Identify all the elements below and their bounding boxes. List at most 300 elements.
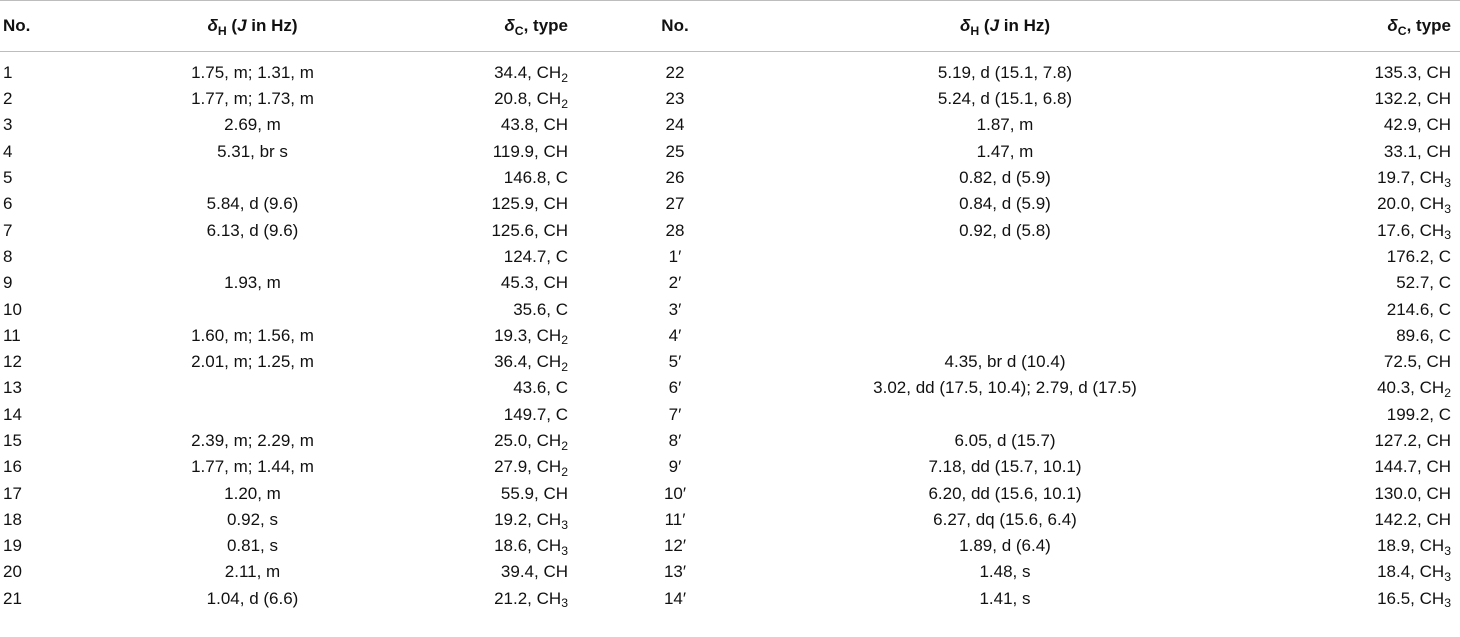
header-delta-h-2	[780, 1, 1230, 52]
cell-delta-c-2	[1230, 165, 1460, 191]
cell-delta-h	[120, 533, 385, 559]
cell-delta-h-2	[780, 139, 1230, 165]
cell-delta-c-value: 43.8, CH	[500, 115, 568, 135]
cell-delta-h-2	[780, 270, 1230, 296]
cell-delta-h-2	[780, 244, 1230, 270]
cell-no-2-value: 2′	[668, 273, 682, 293]
cell-delta-h-2-value: 1.48, s	[979, 562, 1031, 582]
cell-delta-c-subscript: 3	[561, 517, 568, 532]
cell-delta-h-2-value: 0.84, d (5.9)	[959, 194, 1051, 214]
cell-delta-h-value: 1.77, m; 1.73, m	[191, 89, 314, 109]
cell-delta-h-value: 0.92, s	[226, 509, 279, 529]
cell-delta-c-2-subscript: 3	[1444, 570, 1451, 585]
cell-no	[0, 349, 120, 375]
table-row	[0, 244, 1460, 270]
cell-delta-h	[120, 454, 385, 480]
cell-delta-c-value: 36.4, CH	[494, 352, 562, 372]
cell-delta-c	[385, 270, 570, 296]
cell-delta-h-value: 1.93, m	[224, 273, 281, 293]
cell-no-value: 8	[3, 246, 13, 266]
cell-no-2	[570, 454, 780, 480]
cell-delta-c	[385, 533, 570, 559]
table-row	[0, 480, 1460, 506]
cell-delta-h-2	[780, 349, 1230, 375]
cell-no-2-value: 8′	[668, 431, 682, 450]
cell-delta-c-value: 34.4, CH	[494, 63, 562, 82]
cell-delta-c-value: 119.9, CH	[492, 141, 568, 161]
table-row	[0, 86, 1460, 112]
cell-delta-c-2	[1230, 270, 1460, 296]
table-row	[0, 139, 1460, 165]
cell-delta-h-2	[780, 428, 1230, 454]
header-delta-c-rest: , type	[523, 16, 568, 35]
cell-delta-c-subscript: 2	[561, 333, 568, 348]
cell-delta-h-2	[780, 402, 1230, 428]
cell-delta-h	[120, 112, 385, 138]
cell-no	[0, 244, 120, 270]
table-row	[0, 507, 1460, 533]
cell-delta-c-value: 39.4, CH	[500, 562, 568, 582]
cell-delta-c-2-value: 89.6, C	[1396, 325, 1451, 345]
cell-delta-c-value: 20.8, CH	[494, 89, 562, 109]
cell-no-2-value: 1′	[668, 246, 682, 266]
cell-no-2	[570, 112, 780, 138]
cell-delta-h-2	[780, 454, 1230, 480]
cell-delta-h-2-value: 3.02, dd (17.5, 10.4); 2.79, d (17.5)	[873, 378, 1137, 398]
cell-delta-c-value: 43.6, C	[513, 378, 568, 398]
cell-delta-h-value: 5.31, br s	[217, 141, 288, 161]
cell-delta-h-2-value: 4.35, br d (10.4)	[944, 352, 1066, 372]
cell-no-2-value: 23	[665, 89, 685, 109]
cell-no	[0, 559, 120, 585]
cell-no	[0, 428, 120, 454]
cell-delta-c-2	[1230, 86, 1460, 112]
cell-no-2	[570, 86, 780, 112]
cell-no-2-value: 24	[665, 115, 685, 135]
cell-delta-c-subscript: 2	[561, 359, 568, 374]
cell-no-value: 1	[3, 63, 13, 82]
cell-no-value: 6	[3, 194, 13, 214]
cell-no-2-value: 9′	[668, 457, 682, 477]
cell-delta-c	[385, 480, 570, 506]
cell-no-value: 21	[3, 588, 22, 608]
table-body	[0, 52, 1460, 612]
cell-delta-h-value: 2.39, m; 2.29, m	[191, 431, 314, 450]
cell-no-2-value: 6′	[668, 378, 682, 398]
table-row	[0, 402, 1460, 428]
cell-delta-c	[385, 559, 570, 585]
cell-no-2-value: 13′	[663, 562, 687, 582]
cell-delta-c-2-value: 199.2, C	[1386, 404, 1451, 424]
cell-no-value: 5	[3, 168, 13, 188]
cell-delta-c-subscript: 2	[561, 96, 568, 111]
cell-delta-c-2-subscript: 3	[1444, 228, 1451, 243]
cell-delta-c	[385, 139, 570, 165]
header-delta-h-symbol: δ	[207, 16, 218, 35]
cell-delta-c-value: 25.0, CH	[494, 431, 562, 450]
cell-no	[0, 52, 120, 87]
cell-no	[0, 454, 120, 480]
cell-no	[0, 375, 120, 401]
cell-delta-c-2-value: 19.7, CH	[1377, 168, 1445, 188]
cell-no-value: 7	[3, 220, 13, 240]
table-row	[0, 191, 1460, 217]
cell-no-2	[570, 480, 780, 506]
cell-delta-c-2-value: 33.1, CH	[1383, 141, 1451, 161]
header-delta-h-sub-2: H	[970, 23, 980, 38]
cell-delta-h-value: 1.60, m; 1.56, m	[191, 325, 314, 345]
cell-delta-h	[120, 402, 385, 428]
cell-delta-c-subscript: 2	[561, 438, 568, 453]
cell-no-2	[570, 402, 780, 428]
cell-delta-c-value: 125.9, CH	[491, 194, 568, 214]
cell-no-2	[570, 165, 780, 191]
cell-no-2	[570, 586, 780, 612]
table-row	[0, 270, 1460, 296]
cell-delta-h-value: 2.69, m	[224, 115, 281, 135]
cell-delta-h-2	[780, 375, 1230, 401]
cell-no-value: 17	[3, 483, 22, 503]
cell-no-value: 11	[3, 325, 21, 345]
cell-delta-c-value: 124.7, C	[503, 246, 568, 266]
cell-no-2	[570, 428, 780, 454]
table-row	[0, 323, 1460, 349]
cell-no-value: 14	[3, 404, 22, 424]
cell-delta-c	[385, 244, 570, 270]
cell-delta-c-subscript: 3	[561, 596, 568, 611]
cell-delta-h	[120, 428, 385, 454]
cell-no-value: 9	[3, 273, 13, 293]
cell-delta-c-2-value: 127.2, CH	[1374, 431, 1451, 450]
cell-delta-h-2-value: 0.92, d (5.8)	[959, 220, 1051, 240]
table-row	[0, 454, 1460, 480]
table-header	[0, 1, 1460, 52]
cell-no-2-value: 12′	[663, 536, 687, 556]
cell-delta-c-subscript: 2	[561, 70, 568, 85]
cell-delta-h-2	[780, 112, 1230, 138]
cell-delta-h-2-value: 7.18, dd (15.7, 10.1)	[928, 457, 1082, 477]
cell-no	[0, 296, 120, 322]
cell-delta-h-2	[780, 559, 1230, 585]
table-row	[0, 375, 1460, 401]
cell-delta-c	[385, 349, 570, 375]
cell-delta-c-value: 18.6, CH	[494, 536, 562, 556]
cell-delta-h-2-value: 5.24, d (15.1, 6.8)	[937, 89, 1073, 109]
cell-delta-h	[120, 139, 385, 165]
cell-no-2-value: 14′	[663, 588, 687, 608]
cell-delta-h-2	[780, 533, 1230, 559]
cell-no-2	[570, 559, 780, 585]
cell-delta-h-2-value: 6.27, dq (15.6, 6.4)	[933, 509, 1077, 529]
header-no: No.	[0, 1, 120, 52]
cell-delta-h-2	[780, 480, 1230, 506]
cell-delta-h	[120, 586, 385, 612]
cell-delta-c-value: 19.3, CH	[494, 325, 562, 345]
cell-delta-c-2-value: 42.9, CH	[1383, 115, 1451, 135]
cell-no	[0, 217, 120, 243]
cell-delta-h-value: 5.84, d (9.6)	[206, 194, 299, 214]
cell-delta-h-value: 1.04, d (6.6)	[206, 588, 299, 608]
cell-delta-c-2-value: 40.3, CH	[1377, 378, 1445, 398]
table-row	[0, 52, 1460, 87]
table-row	[0, 112, 1460, 138]
cell-delta-h-value: 1.75, m; 1.31, m	[191, 63, 314, 82]
cell-delta-c	[385, 507, 570, 533]
cell-no	[0, 139, 120, 165]
cell-delta-c-value: 19.2, CH	[494, 509, 562, 529]
cell-delta-h	[120, 480, 385, 506]
cell-delta-h-value: 0.81, s	[226, 536, 279, 556]
cell-delta-c-value: 125.6, CH	[491, 220, 568, 240]
header-j-symbol-2: J	[989, 16, 1000, 35]
cell-delta-h-2	[780, 323, 1230, 349]
cell-delta-c-value: 149.7, C	[503, 404, 568, 424]
cell-delta-h-2	[780, 217, 1230, 243]
cell-no	[0, 402, 120, 428]
cell-delta-c-2	[1230, 402, 1460, 428]
cell-delta-h-2-value: 1.41, s	[979, 588, 1031, 608]
cell-no	[0, 507, 120, 533]
cell-delta-c-2	[1230, 139, 1460, 165]
cell-delta-c-2-subscript: 2	[1444, 386, 1451, 401]
cell-no-value: 10	[3, 299, 22, 319]
cell-delta-h-value: 1.77, m; 1.44, m	[191, 457, 314, 477]
cell-delta-h	[120, 244, 385, 270]
cell-delta-c-value: 21.2, CH	[494, 588, 562, 608]
header-delta-h-symbol-2: δ	[959, 16, 971, 35]
header-j-rest: in Hz)	[246, 16, 298, 35]
cell-delta-c	[385, 296, 570, 322]
cell-delta-c-2	[1230, 559, 1460, 585]
cell-delta-c	[385, 52, 570, 87]
cell-delta-h-2-value: 0.82, d (5.9)	[959, 168, 1051, 188]
cell-no-value: 2	[3, 89, 13, 109]
cell-delta-c-2	[1230, 507, 1460, 533]
cell-delta-c-2-value: 176.2, C	[1386, 246, 1451, 266]
cell-delta-c	[385, 86, 570, 112]
cell-delta-h-2	[780, 52, 1230, 87]
header-j-symbol: J	[237, 16, 247, 35]
cell-no-2-value: 25	[665, 141, 685, 161]
cell-delta-c	[385, 165, 570, 191]
table-row	[0, 428, 1460, 454]
header-delta-c-sub-2: C	[1397, 23, 1407, 38]
header-row	[0, 1, 1460, 52]
cell-no-2	[570, 217, 780, 243]
cell-delta-c-2	[1230, 296, 1460, 322]
cell-no	[0, 533, 120, 559]
header-j-rest-2: in Hz)	[999, 16, 1051, 35]
cell-delta-h	[120, 507, 385, 533]
cell-delta-h-value: 6.13, d (9.6)	[206, 220, 299, 240]
cell-delta-c-2	[1230, 349, 1460, 375]
cell-delta-h	[120, 296, 385, 322]
cell-delta-c-value: 146.8, C	[503, 168, 568, 188]
cell-delta-h-2	[780, 191, 1230, 217]
cell-no-2	[570, 375, 780, 401]
cell-delta-c-subscript: 2	[561, 464, 568, 479]
cell-no-2-value: 10′	[663, 483, 687, 503]
table-row	[0, 559, 1460, 585]
cell-delta-h-2	[780, 586, 1230, 612]
cell-delta-h-2-value: 6.20, dd (15.6, 10.1)	[928, 483, 1082, 503]
cell-delta-h	[120, 191, 385, 217]
cell-delta-c-2-value: 135.3, CH	[1374, 63, 1451, 82]
cell-no	[0, 270, 120, 296]
cell-delta-c-2	[1230, 533, 1460, 559]
table-row	[0, 586, 1460, 612]
cell-no-2	[570, 323, 780, 349]
cell-no-2-value: 3′	[668, 299, 682, 319]
cell-delta-h-value: 2.11, m	[224, 562, 281, 582]
cell-delta-h	[120, 270, 385, 296]
cell-delta-h	[120, 323, 385, 349]
cell-no-2	[570, 52, 780, 87]
table-row	[0, 296, 1460, 322]
cell-no-2	[570, 349, 780, 375]
cell-delta-c-2	[1230, 480, 1460, 506]
header-delta-c-rest-2: , type	[1406, 16, 1451, 35]
cell-delta-c-2-subscript: 3	[1444, 175, 1451, 190]
cell-no-value: 20	[3, 562, 22, 582]
cell-delta-c-2	[1230, 586, 1460, 612]
cell-no-2-value: 7′	[668, 404, 682, 424]
cell-delta-c-2-value: 144.7, CH	[1374, 457, 1451, 477]
cell-delta-c	[385, 112, 570, 138]
cell-delta-c	[385, 323, 570, 349]
cell-delta-c-2	[1230, 191, 1460, 217]
cell-delta-c	[385, 217, 570, 243]
cell-delta-c-2-subscript: 3	[1444, 543, 1451, 558]
cell-delta-h	[120, 52, 385, 87]
cell-delta-c-2-value: 132.2, CH	[1374, 89, 1451, 109]
table-row	[0, 217, 1460, 243]
cell-no-value: 19	[3, 536, 22, 556]
cell-no-2-value: 11′	[664, 509, 686, 529]
header-j-open: (	[226, 16, 238, 35]
header-delta-c-2	[1230, 1, 1460, 52]
cell-delta-h-2-value: 1.87, m	[976, 115, 1034, 135]
cell-no-value: 18	[3, 509, 22, 529]
cell-delta-c	[385, 428, 570, 454]
header-delta-c-sub: C	[514, 23, 524, 38]
cell-delta-h	[120, 86, 385, 112]
cell-no-value: 13	[3, 378, 22, 398]
cell-delta-c-2-value: 17.6, CH	[1377, 220, 1445, 240]
cell-delta-c-2	[1230, 454, 1460, 480]
cell-no	[0, 480, 120, 506]
cell-no	[0, 86, 120, 112]
cell-no-value: 4	[3, 141, 13, 161]
cell-delta-c	[385, 402, 570, 428]
cell-no-value: 3	[3, 115, 13, 135]
table-row	[0, 165, 1460, 191]
cell-no-2	[570, 507, 780, 533]
header-no-2: No.	[570, 1, 780, 52]
cell-delta-c-2-value: 142.2, CH	[1374, 509, 1451, 529]
cell-delta-h	[120, 375, 385, 401]
table-row	[0, 533, 1460, 559]
cell-delta-c-2-value: 18.4, CH	[1377, 562, 1445, 582]
cell-delta-h	[120, 559, 385, 585]
cell-delta-c-2-value: 214.6, C	[1386, 299, 1451, 319]
cell-no-value: 12	[3, 352, 22, 372]
cell-no-2-value: 27	[665, 194, 685, 214]
cell-delta-c-2	[1230, 244, 1460, 270]
cell-no-value: 16	[3, 457, 22, 477]
cell-delta-c-2	[1230, 112, 1460, 138]
cell-delta-h	[120, 217, 385, 243]
cell-delta-c-value: 27.9, CH	[494, 457, 562, 477]
cell-delta-c	[385, 586, 570, 612]
cell-delta-h-2-value: 1.47, m	[976, 141, 1034, 161]
cell-no-2	[570, 244, 780, 270]
cell-delta-c	[385, 375, 570, 401]
cell-no-2	[570, 191, 780, 217]
cell-delta-c-2-value: 20.0, CH	[1377, 194, 1445, 214]
cell-delta-c-2-value: 72.5, CH	[1383, 352, 1451, 372]
header-j-open-2: (	[979, 16, 990, 35]
cell-no-2	[570, 139, 780, 165]
cell-delta-c	[385, 454, 570, 480]
cell-delta-c-2	[1230, 52, 1460, 87]
cell-delta-c-value: 55.9, CH	[500, 483, 568, 503]
cell-no-2-value: 5′	[668, 352, 682, 372]
cell-delta-h-2	[780, 86, 1230, 112]
cell-delta-c-2	[1230, 428, 1460, 454]
cell-delta-c-2-value: 52.7, C	[1396, 273, 1451, 293]
cell-no-2-value: 22	[665, 63, 685, 82]
cell-delta-c-2-subscript: 3	[1444, 202, 1451, 216]
table-row	[0, 349, 1460, 375]
cell-delta-c-value: 35.6, C	[513, 299, 568, 319]
cell-delta-h-2	[780, 296, 1230, 322]
cell-delta-h-2-value: 5.19, d (15.1, 7.8)	[937, 63, 1073, 82]
cell-delta-h-value: 2.01, m; 1.25, m	[191, 352, 314, 372]
header-delta-c	[385, 1, 570, 52]
cell-no-2-value: 26	[665, 168, 685, 188]
cell-delta-c-2	[1230, 375, 1460, 401]
cell-no-value: 15	[3, 431, 22, 450]
cell-delta-c-2	[1230, 217, 1460, 243]
cell-no	[0, 323, 120, 349]
cell-delta-h-2-value: 6.05, d (15.7)	[954, 431, 1056, 450]
header-delta-h-sub: H	[217, 23, 227, 38]
cell-delta-h-value: 1.20, m	[224, 483, 281, 503]
cell-no	[0, 586, 120, 612]
cell-delta-h-2-value: 1.89, d (6.4)	[959, 536, 1051, 556]
cell-delta-h	[120, 165, 385, 191]
cell-delta-c-subscript: 3	[561, 543, 568, 558]
cell-delta-h-2	[780, 507, 1230, 533]
cell-delta-c-2	[1230, 323, 1460, 349]
header-delta-c-symbol-2: δ	[1387, 16, 1398, 35]
header-delta-h	[120, 1, 385, 52]
cell-no-2	[570, 270, 780, 296]
cell-delta-c	[385, 191, 570, 217]
cell-delta-c-2-value: 130.0, CH	[1374, 483, 1451, 503]
cell-delta-h-2	[780, 165, 1230, 191]
cell-no	[0, 165, 120, 191]
cell-delta-c-2-subscript: 3	[1444, 596, 1451, 611]
cell-delta-c-2-value: 16.5, CH	[1377, 588, 1445, 608]
cell-no-2-value: 4′	[668, 325, 682, 345]
header-delta-c-symbol: δ	[504, 16, 515, 35]
cell-no-2	[570, 533, 780, 559]
cell-delta-c-value: 45.3, CH	[500, 273, 568, 293]
cell-no	[0, 112, 120, 138]
cell-delta-h	[120, 349, 385, 375]
